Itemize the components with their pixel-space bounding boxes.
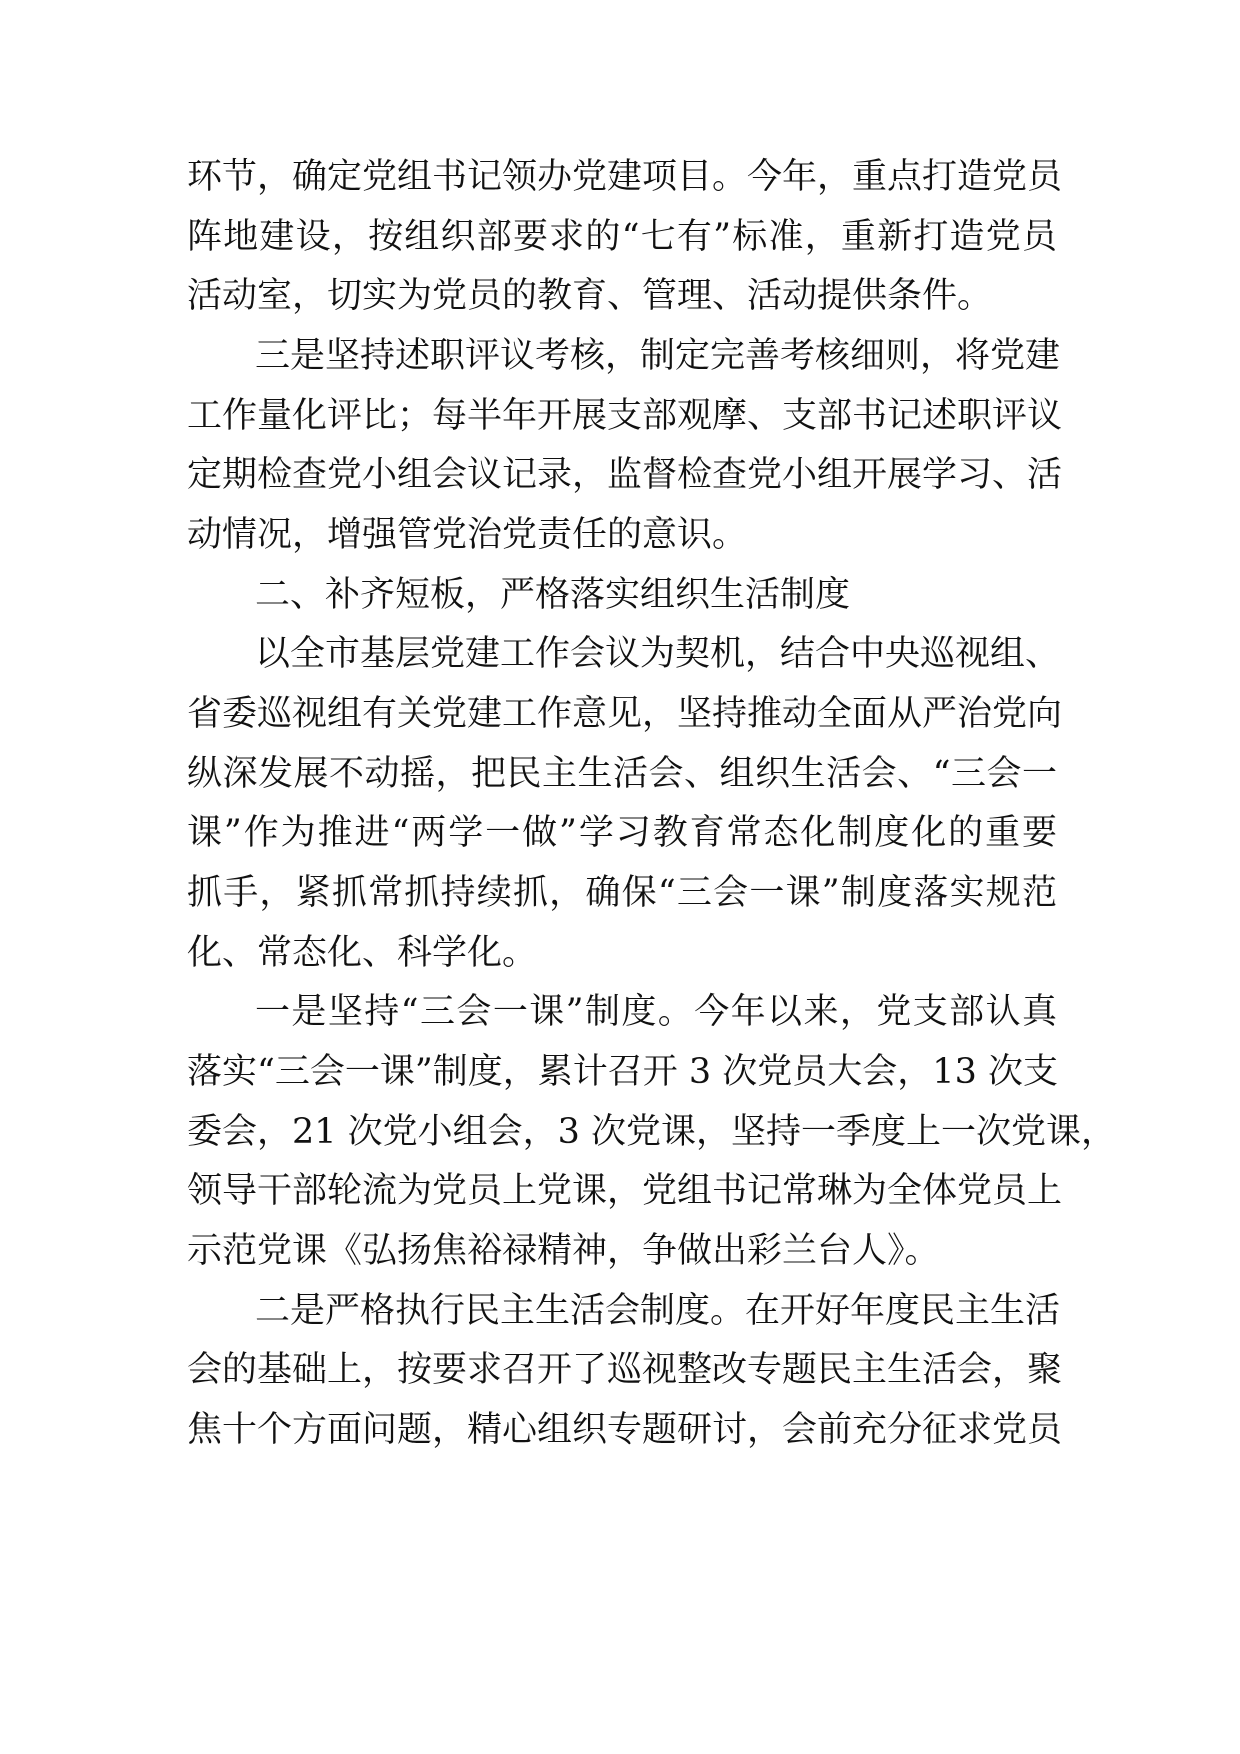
text-line: 环节，确定党组书记领办党建项目。今年，重点打造党员 [187, 157, 1063, 197]
section-heading: 二、补齐短板，严格落实组织生活制度 [255, 575, 851, 615]
text-line: 焦十个方面问题，精心组织专题研讨，会前充分征求党员 [187, 1410, 1063, 1450]
text-line: 会的基础上，按要求召开了巡视整改专题民主生活会，聚 [187, 1350, 1063, 1390]
text-line: 阵地建设，按组织部要求的“七有”标准，重新打造党员 [187, 217, 1057, 257]
text-line: 示范党课《弘扬焦裕禄精神，争做出彩兰台人》。 [187, 1231, 940, 1271]
text-line: 工作量化评比；每半年开展支部观摩、支部书记述职评议 [187, 396, 1063, 436]
paragraph-first-line: 三是坚持述职评议考核，制定完善考核细则，将党建 [255, 336, 1061, 376]
text-line: 课”作为推进“两学一做”学习教育常态化制度化的重要 [187, 813, 1057, 853]
paragraph-first-line: 二是严格执行民主生活会制度。在开好年度民主生活 [255, 1291, 1061, 1331]
text-line: 动情况，增强管党治党责任的意识。 [187, 515, 748, 555]
text-line: 省委巡视组有关党建工作意见，坚持推动全面从严治党向 [187, 694, 1063, 734]
paragraph-first-line: 以全市基层党建工作会议为契机，结合中央巡视组、 [255, 634, 1061, 674]
text-line: 定期检查党小组会议记录，监督检查党小组开展学习、活 [187, 455, 1063, 495]
text-line: 委会，21 次党小组会，3 次党课，坚持一季度上一次党课， [187, 1112, 1117, 1152]
text-line: 纵深发展不动摇，把民主生活会、组织生活会、“三会一 [187, 754, 1057, 794]
paragraph-first-line: 一是坚持“三会一课”制度。今年以来，党支部认真 [255, 992, 1057, 1032]
text-line: 抓手，紧抓常抓持续抓，确保“三会一课”制度落实规范 [187, 873, 1057, 913]
text-line: 活动室，切实为党员的教育、管理、活动提供条件。 [187, 276, 993, 316]
text-line: 落实“三会一课”制度，累计召开 3 次党员大会，13 次支 [187, 1052, 1058, 1092]
text-line: 领导干部轮流为党员上党课，党组书记常琳为全体党员上 [187, 1171, 1063, 1211]
text-line: 化、常态化、科学化。 [187, 933, 538, 973]
